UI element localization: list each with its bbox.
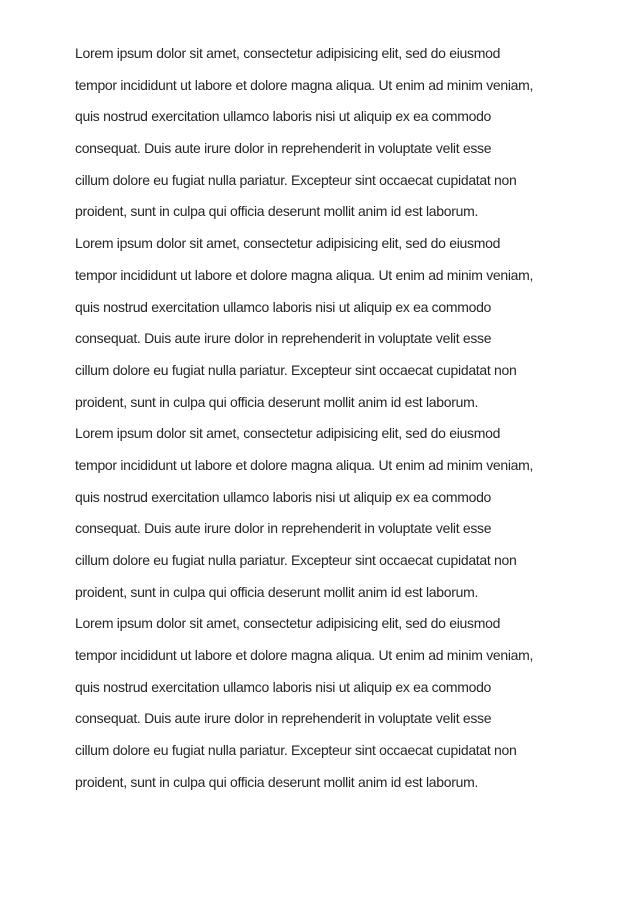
text-line: tempor incididunt ut labore et dolore magna aliqua. Ut enim ad minim veniam,	[75, 456, 534, 473]
text-line: quis nostrud exercitation ullamco laboris nisi ut aliquip ex ea commodo	[75, 488, 492, 505]
text-line: quis nostrud exercitation ullamco laboris nisi ut aliquip ex ea commodo	[75, 298, 492, 315]
text-line: cillum dolore eu fugiat nulla pariatur. Excepteur sint occaecat cupidatat non	[75, 552, 517, 568]
document-text	[75, 38, 578, 799]
text-line: Lorem ipsum dolor sit amet, consectetur adipisicing elit, sed do eiusmod	[75, 235, 501, 252]
text-line: quis nostrud exercitation ullamco laboris nisi ut aliquip ex ea commodo	[75, 108, 492, 125]
text-line: consequat. Duis aute irure dolor in reprehenderit in voluptate velit esse	[75, 140, 492, 157]
text-line: tempor incididunt ut labore et dolore magna aliqua. Ut enim ad minim veniam,	[75, 76, 534, 93]
text-line: consequat. Duis aute irure dolor in reprehenderit in voluptate velit esse	[75, 330, 492, 347]
text-line: proident, sunt in culpa qui officia deserunt mollit anim id est laborum.	[75, 773, 479, 790]
text-line: consequat. Duis aute irure dolor in reprehenderit in voluptate velit esse	[75, 520, 492, 537]
text-line: consequat. Duis aute irure dolor in reprehenderit in voluptate velit esse	[75, 710, 492, 727]
paragraph	[75, 608, 578, 798]
paragraph	[75, 228, 578, 418]
text-line: Lorem ipsum dolor sit amet, consectetur adipisicing elit, sed do eiusmod	[75, 615, 501, 632]
text-line: cillum dolore eu fugiat nulla pariatur. Excepteur sint occaecat cupidatat non	[75, 742, 517, 759]
text-line: proident, sunt in culpa qui officia deserunt mollit anim id est laborum.	[75, 583, 479, 600]
text-line: Lorem ipsum dolor sit amet, consectetur adipisicing elit, sed do eiusmod	[75, 45, 501, 61]
text-line: tempor incididunt ut labore et dolore magna aliqua. Ut enim ad minim veniam,	[75, 266, 534, 283]
text-line: tempor incididunt ut labore et dolore magna aliqua. Ut enim ad minim veniam,	[75, 647, 534, 664]
text-line: proident, sunt in culpa qui officia deserunt mollit anim id est laborum.	[75, 203, 479, 220]
text-line: cillum dolore eu fugiat nulla pariatur. Excepteur sint occaecat cupidatat non	[75, 361, 517, 378]
paragraph	[75, 38, 578, 228]
text-line: proident, sunt in culpa qui officia deserunt mollit anim id est laborum.	[75, 393, 479, 410]
text-line: Lorem ipsum dolor sit amet, consectetur adipisicing elit, sed do eiusmod	[75, 425, 501, 442]
text-line: quis nostrud exercitation ullamco laboris nisi ut aliquip ex ea commodo	[75, 678, 492, 695]
text-line: cillum dolore eu fugiat nulla pariatur. Excepteur sint occaecat cupidatat non	[75, 171, 517, 188]
paragraph	[75, 418, 578, 608]
